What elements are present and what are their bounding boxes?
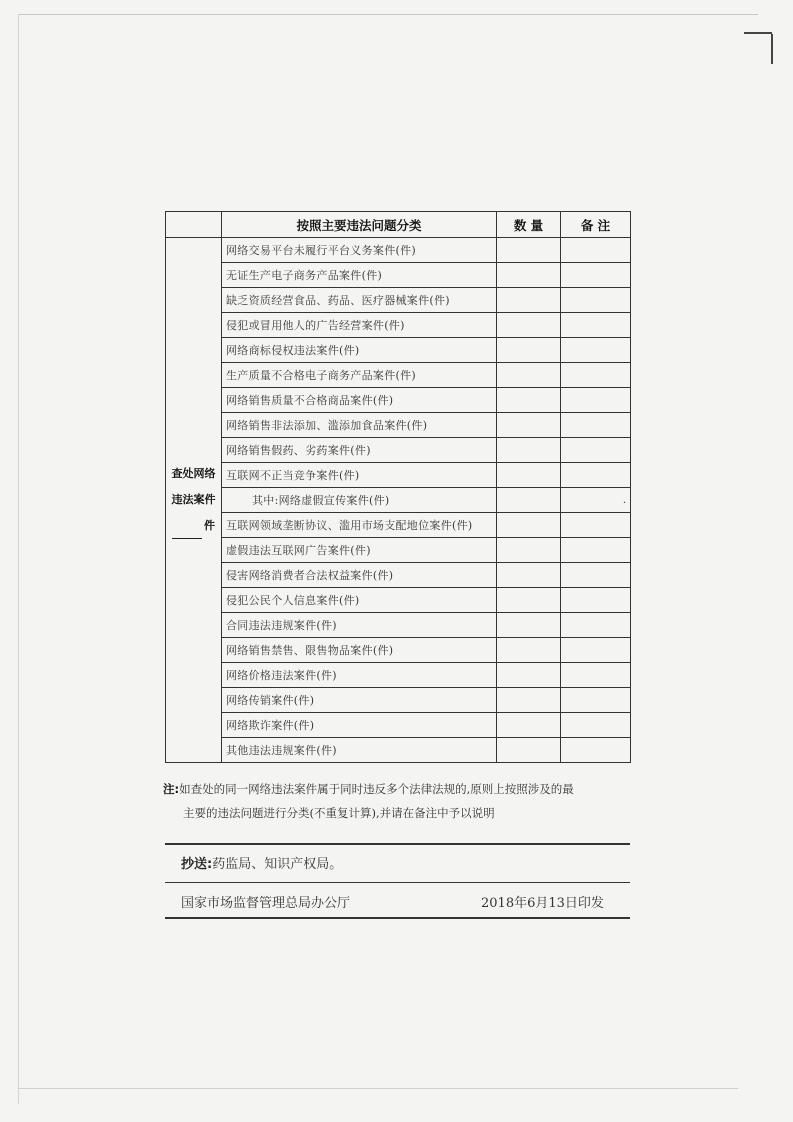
table-row <box>166 413 631 438</box>
note-cell[interactable] <box>561 263 631 288</box>
note-cell[interactable] <box>561 413 631 438</box>
category-label: 互联网领域垄断协议、滥用市场支配地位案件(件) <box>226 519 473 532</box>
category-cell <box>222 313 497 338</box>
header-quantity: 数 量 <box>497 212 561 238</box>
table-row <box>166 513 631 538</box>
quantity-cell[interactable] <box>497 738 561 763</box>
row-group-label-line-1: 查处网络 <box>171 467 216 480</box>
category-cell <box>222 263 497 288</box>
issuing-office: 国家市场监督管理总局办公厅 <box>181 896 351 911</box>
quantity-cell[interactable] <box>497 538 561 563</box>
quantity-cell[interactable] <box>497 388 561 413</box>
quantity-cell[interactable] <box>497 238 561 263</box>
category-label: 网络销售非法添加、滥添加食品案件(件) <box>226 419 428 432</box>
category-label: 其中:网络虚假宣传案件(件) <box>252 494 390 507</box>
category-label: 网络销售假药、劣药案件(件) <box>226 444 371 457</box>
category-cell <box>222 713 497 738</box>
note-cell[interactable] <box>561 713 631 738</box>
category-cell <box>222 613 497 638</box>
category-cell <box>222 338 497 363</box>
table-row <box>166 463 631 488</box>
quantity-cell[interactable] <box>497 438 561 463</box>
quantity-cell[interactable] <box>497 663 561 688</box>
quantity-cell[interactable] <box>497 688 561 713</box>
row-group-label <box>166 238 222 763</box>
quantity-cell[interactable] <box>497 338 561 363</box>
category-label: 互联网不正当竞争案件(件) <box>226 469 360 482</box>
quantity-cell[interactable] <box>497 713 561 738</box>
total-count-unit: 件 <box>204 519 215 532</box>
note-cell[interactable] <box>561 588 631 613</box>
category-cell <box>222 363 497 388</box>
table-row <box>166 638 631 663</box>
stray-mark: . <box>622 494 626 506</box>
category-label: 网络价格违法案件(件) <box>226 669 337 682</box>
table-row <box>166 738 631 763</box>
divider-top <box>165 843 630 845</box>
category-cell <box>222 288 497 313</box>
category-cell <box>222 738 497 763</box>
total-count-blank <box>172 524 202 539</box>
table-row <box>166 688 631 713</box>
quantity-cell[interactable] <box>497 413 561 438</box>
table-row <box>166 313 631 338</box>
category-cell <box>222 463 497 488</box>
scan-corner-mark-side <box>771 34 773 64</box>
category-cell <box>222 638 497 663</box>
quantity-cell[interactable] <box>497 488 561 513</box>
scan-edge-bottom <box>18 1088 738 1089</box>
table-row <box>166 438 631 463</box>
category-label: 网络交易平台未履行平台义务案件(件) <box>226 244 416 257</box>
category-label: 无证生产电子商务产品案件(件) <box>226 269 383 282</box>
table-row <box>166 613 631 638</box>
quantity-cell[interactable] <box>497 288 561 313</box>
category-label: 网络销售禁售、限售物品案件(件) <box>226 644 394 657</box>
category-cell <box>222 238 497 263</box>
table-row <box>166 588 631 613</box>
note-cell[interactable] <box>561 313 631 338</box>
scan-edge-left <box>18 14 19 1104</box>
cc-label: 抄送: <box>181 857 213 872</box>
note-cell[interactable] <box>561 513 631 538</box>
category-cell <box>222 413 497 438</box>
table-row <box>166 538 631 563</box>
quantity-cell[interactable] <box>497 613 561 638</box>
row-group-label-line-3 <box>166 513 221 539</box>
category-label: 缺乏资质经营食品、药品、医疗器械案件(件) <box>226 294 450 307</box>
note-cell[interactable] <box>561 738 631 763</box>
table-row <box>166 363 631 388</box>
divider-bottom <box>165 917 630 919</box>
table-row <box>166 288 631 313</box>
footnote-label: 注: <box>163 782 180 796</box>
quantity-cell[interactable] <box>497 588 561 613</box>
header-left-blank <box>166 212 222 238</box>
cc-line <box>181 853 342 872</box>
note-cell[interactable] <box>561 463 631 488</box>
table-row <box>166 238 631 263</box>
category-cell <box>222 588 497 613</box>
footnote-line-2: 主要的违法问题进行分类(不重复计算),并请在备注中予以说明 <box>183 806 495 820</box>
table-row <box>166 563 631 588</box>
quantity-cell[interactable] <box>497 313 561 338</box>
category-label: 网络传销案件(件) <box>226 694 315 707</box>
category-cell <box>222 513 497 538</box>
note-cell[interactable] <box>561 688 631 713</box>
table-header-row <box>166 212 631 238</box>
category-label: 网络欺诈案件(件) <box>226 719 315 732</box>
quantity-cell[interactable] <box>497 263 561 288</box>
category-cell <box>222 663 497 688</box>
category-label: 网络商标侵权违法案件(件) <box>226 344 360 357</box>
category-cell <box>222 388 497 413</box>
category-label: 生产质量不合格电子商务产品案件(件) <box>226 369 416 382</box>
note-cell[interactable] <box>561 288 631 313</box>
table-row <box>166 713 631 738</box>
cc-recipients: 药监局、知识产权局。 <box>212 857 343 872</box>
header-note: 备 注 <box>561 212 631 238</box>
header-category: 按照主要违法问题分类 <box>222 212 497 238</box>
table-row <box>166 388 631 413</box>
note-cell[interactable] <box>561 438 631 463</box>
note-cell[interactable] <box>561 613 631 638</box>
quantity-cell[interactable] <box>497 638 561 663</box>
note-cell[interactable] <box>561 238 631 263</box>
category-label: 侵犯或冒用他人的广告经营案件(件) <box>226 319 405 332</box>
category-label: 侵害网络消费者合法权益案件(件) <box>226 569 394 582</box>
category-cell <box>222 688 497 713</box>
category-label: 虚假违法互联网广告案件(件) <box>226 544 371 557</box>
scan-corner-mark-top <box>744 32 772 34</box>
note-cell[interactable] <box>561 388 631 413</box>
quantity-cell[interactable] <box>497 513 561 538</box>
category-cell <box>222 438 497 463</box>
table-row <box>166 338 631 363</box>
table-body <box>166 238 631 763</box>
row-group-label-line-2: 违法案件 <box>171 493 216 506</box>
note-cell[interactable] <box>561 488 631 513</box>
category-label: 合同违法违规案件(件) <box>226 619 337 632</box>
footnote-line-1: 如查处的同一网络违法案件属于同时违反多个法律法规的,原则上按照涉及的最 <box>179 782 574 796</box>
category-cell <box>222 538 497 563</box>
quantity-cell[interactable] <box>497 563 561 588</box>
note-cell[interactable] <box>561 663 631 688</box>
note-cell[interactable] <box>561 638 631 663</box>
table-row <box>166 663 631 688</box>
quantity-cell[interactable] <box>497 363 561 388</box>
note-cell[interactable] <box>561 563 631 588</box>
table-row <box>166 263 631 288</box>
category-label: 侵犯公民个人信息案件(件) <box>226 594 360 607</box>
table-row <box>166 488 631 513</box>
category-cell <box>222 563 497 588</box>
case-classification-table <box>165 211 631 763</box>
issue-date: 2018年6月13日印发 <box>481 896 604 911</box>
note-cell[interactable] <box>561 338 631 363</box>
category-label: 网络销售质量不合格商品案件(件) <box>226 394 394 407</box>
quantity-cell[interactable] <box>497 463 561 488</box>
note-cell[interactable] <box>561 363 631 388</box>
note-cell[interactable] <box>561 538 631 563</box>
divider-middle <box>165 882 630 883</box>
scan-edge-top <box>18 14 758 15</box>
category-cell <box>222 488 497 513</box>
category-label: 其他违法违规案件(件) <box>226 744 337 757</box>
table-footnote <box>163 777 633 825</box>
